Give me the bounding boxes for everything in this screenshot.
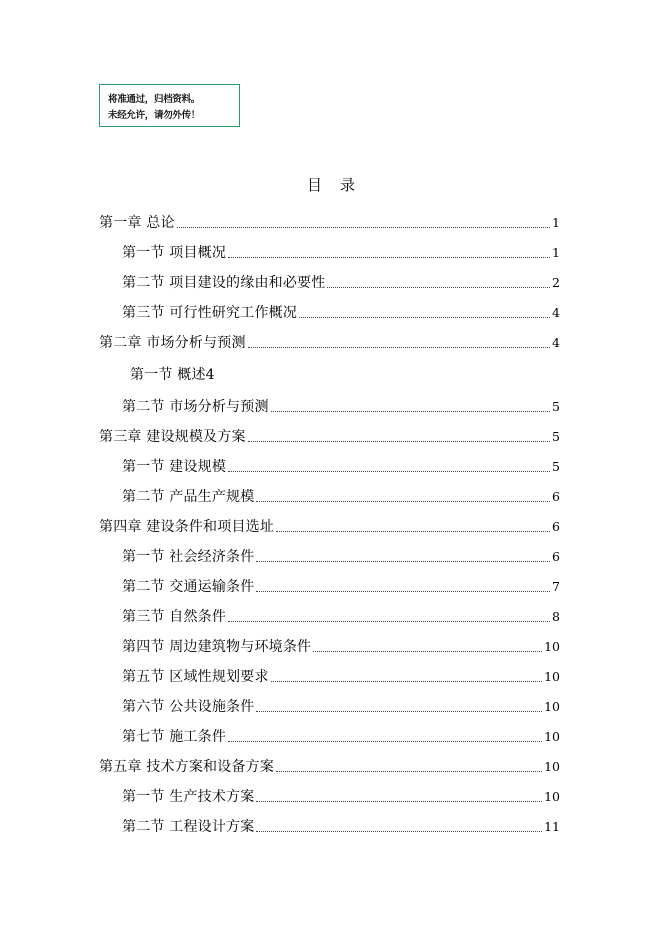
dot-leader <box>228 621 550 622</box>
toc-entry-label: 第四节 周边建筑物与环境条件 <box>122 639 312 655</box>
toc-page-number: 10 <box>544 639 560 654</box>
toc-page-number: 10 <box>544 759 560 774</box>
toc-page-number: 8 <box>552 609 560 624</box>
toc-entry-label: 第七节 施工条件 <box>122 729 227 745</box>
dot-leader <box>313 651 542 652</box>
toc-section-5-1[interactable] <box>122 784 560 806</box>
dot-leader <box>276 531 550 532</box>
toc-entry-label: 第二节 工程设计方案 <box>122 819 255 835</box>
toc-page-number: 4 <box>552 305 560 320</box>
toc-entry-label: 第一节 建设规模 <box>122 459 227 475</box>
dot-leader <box>228 471 550 472</box>
toc-entry-label: 第一节 项目概况 <box>122 245 227 261</box>
dot-leader <box>248 347 550 348</box>
toc-entry-label: 第二节 市场分析与预测 <box>122 399 269 415</box>
toc-chapter-5[interactable] <box>99 754 560 776</box>
toc-page-number: 10 <box>544 729 560 744</box>
toc-page-number: 5 <box>552 429 560 444</box>
toc-section-4-2[interactable] <box>122 574 560 596</box>
toc-section-1-3[interactable] <box>122 300 560 322</box>
dot-leader <box>256 711 542 712</box>
toc-entry-label: 第三章 建设规模及方案 <box>99 429 246 445</box>
toc-section-4-1[interactable] <box>122 544 560 566</box>
toc-entry-label: 第一章 总论 <box>99 215 175 231</box>
toc-entry-label: 第六节 公共设施条件 <box>122 699 255 715</box>
toc-entry-label: 第五章 技术方案和设备方案 <box>99 759 275 775</box>
toc-entry-label: 第二节 产品生产规模 <box>122 489 255 505</box>
toc-entry-label: 第二章 市场分析与预测 <box>99 335 246 351</box>
toc-section-1-1[interactable] <box>122 240 560 262</box>
dot-leader <box>256 831 542 832</box>
toc-page-number: 5 <box>552 399 560 414</box>
dot-leader <box>248 441 550 442</box>
toc-page-number: 10 <box>544 789 560 804</box>
toc-entry-label: 第四章 建设条件和项目选址 <box>99 519 275 535</box>
toc-section-1-2[interactable] <box>122 270 560 292</box>
toc-entry-label: 第五节 区域性规划要求 <box>122 669 269 685</box>
toc-section-3-2[interactable] <box>122 484 560 506</box>
dot-leader <box>228 741 542 742</box>
toc-page-number: 11 <box>544 819 560 834</box>
toc-page-number: 4 <box>552 335 560 350</box>
toc-section-4-5[interactable] <box>122 664 560 686</box>
dot-leader <box>256 801 542 802</box>
dot-leader <box>177 227 550 228</box>
stamp-line-1: 将准通过，归档资料。 <box>108 94 201 105</box>
toc-page-number: 10 <box>544 669 560 684</box>
toc-chapter-4[interactable] <box>99 514 560 536</box>
dot-leader <box>299 317 550 318</box>
toc-section-2-1[interactable] <box>130 362 560 384</box>
toc-section-2-2[interactable] <box>122 394 560 416</box>
toc-entry-label: 第一节 社会经济条件 <box>122 549 255 565</box>
dot-leader <box>271 681 542 682</box>
toc-title: 目录 <box>306 176 373 194</box>
toc-page-number: 10 <box>544 699 560 714</box>
toc-section-4-4[interactable] <box>122 634 560 656</box>
dot-leader <box>271 411 550 412</box>
toc-section-3-1[interactable] <box>122 454 560 476</box>
dot-leader <box>256 591 550 592</box>
toc-chapter-3[interactable] <box>99 424 560 446</box>
toc-section-4-7[interactable] <box>122 724 560 746</box>
toc-entry-label: 第二节 项目建设的缘由和必要性 <box>122 275 326 291</box>
toc-page-number: 6 <box>552 549 560 564</box>
toc-page-number: 2 <box>552 275 560 290</box>
toc-section-4-3[interactable] <box>122 604 560 626</box>
toc-entry-label: 第三节 自然条件 <box>122 609 227 625</box>
toc-page-number: 1 <box>552 245 560 260</box>
dot-leader <box>228 257 550 258</box>
toc-chapter-1[interactable] <box>99 210 560 232</box>
stamp-line-2: 未经允许，请勿外传！ <box>108 110 201 121</box>
toc-page-number: 6 <box>552 519 560 534</box>
dot-leader <box>256 561 550 562</box>
dot-leader <box>327 287 550 288</box>
toc-page-number: 5 <box>552 459 560 474</box>
toc-section-4-6[interactable] <box>122 694 560 716</box>
toc-entry-label: 第一节 概述4 <box>130 367 215 383</box>
toc-page-number: 7 <box>552 579 560 594</box>
toc-entry-label: 第二节 交通运输条件 <box>122 579 255 595</box>
dot-leader <box>276 771 542 772</box>
toc-page-number: 1 <box>552 215 560 230</box>
toc-entry-label: 第一节 生产技术方案 <box>122 789 255 805</box>
toc-section-5-2[interactable] <box>122 814 560 836</box>
toc-entry-label: 第三节 可行性研究工作概况 <box>122 305 298 321</box>
toc-chapter-2[interactable] <box>99 330 560 352</box>
dot-leader <box>256 501 550 502</box>
toc-page-number: 6 <box>552 489 560 504</box>
